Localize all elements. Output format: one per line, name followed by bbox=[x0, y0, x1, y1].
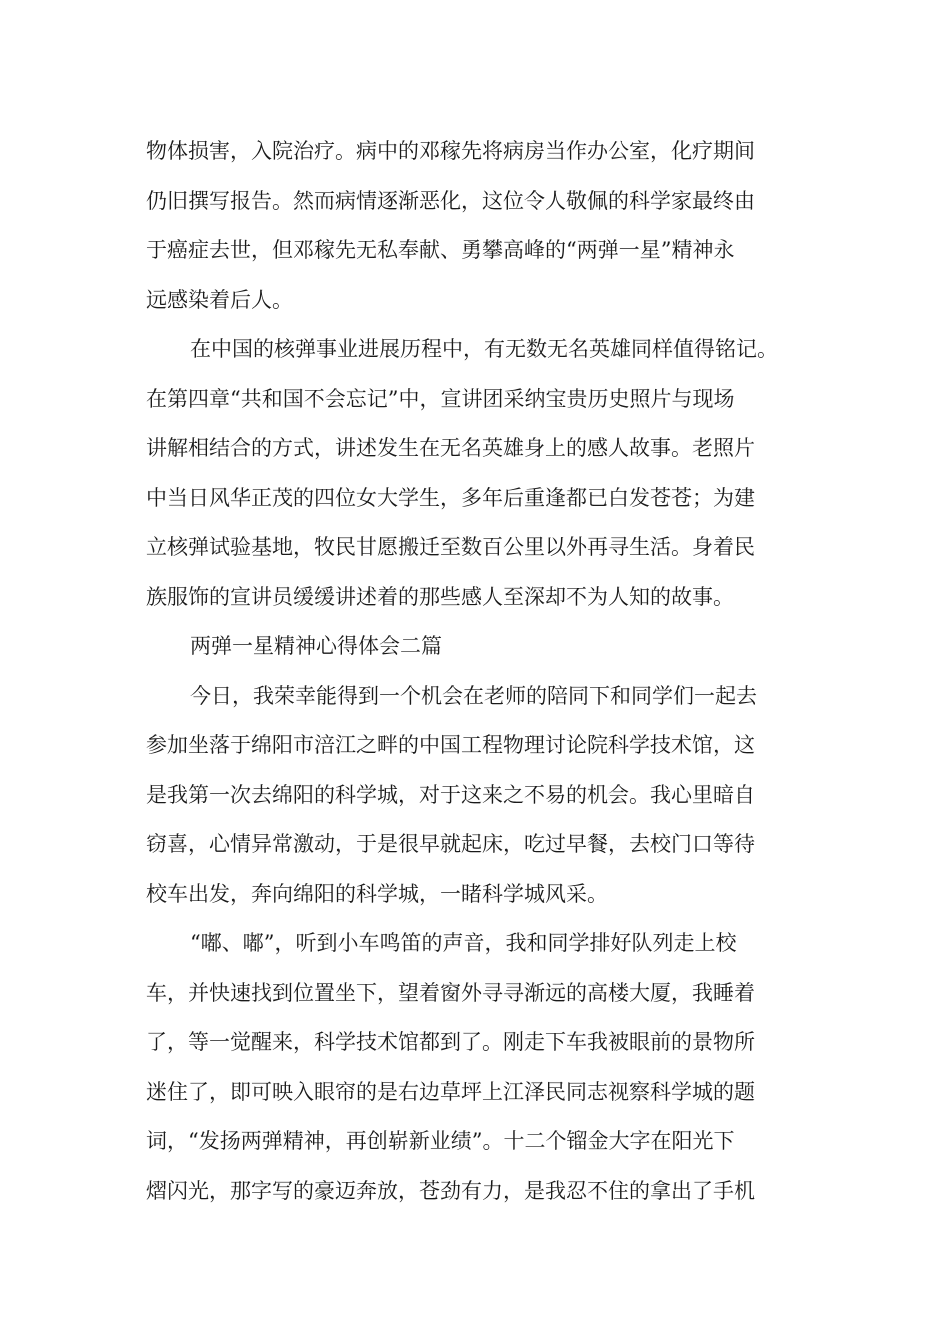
text-line: 了，等一觉醒来，科学技术馆都到了。刚走下车我被眼前的景物所 bbox=[146, 1030, 755, 1054]
text-line: 族服饰的宣讲员缓缓讲述着的那些感人至深却不为人知的故事。 bbox=[146, 584, 734, 609]
text-line: 远感染着后人。 bbox=[146, 287, 293, 312]
text-line: 立核弹试验基地，牧民甘愿搬迁至数百公里以外再寻生活。身着民 bbox=[146, 535, 755, 559]
paragraph-4 bbox=[146, 919, 808, 1216]
text-line: 物体损害，入院治疗。病中的邓稼先将病房当作办公室，化疗期间 bbox=[146, 139, 755, 163]
document-page bbox=[146, 127, 808, 1216]
paragraph-3 bbox=[146, 672, 808, 920]
text-line: 熠闪光，那字写的豪迈奔放，苍劲有力，是我忍不住的拿出了手机 bbox=[146, 1178, 755, 1203]
text-line: 在第四章“共和国不会忘记”中，宣讲团采纳宝贵历史照片与现场 bbox=[146, 386, 735, 411]
text-line: 车，并快速找到位置坐下，望着窗外寻寻渐远的高楼大厦，我睡着 bbox=[146, 980, 755, 1005]
paragraph-1 bbox=[146, 127, 808, 325]
text-line: 是我第一次去绵阳的科学城，对于这来之不易的机会。我心里暗自 bbox=[146, 782, 755, 807]
text-line: 中当日风华正茂的四位女大学生，多年后重逢都已白发苍苍；为建 bbox=[146, 485, 755, 510]
text-line: 在中国的核弹事业进展历程中，有无数无名英雄同样值得铭记。 bbox=[190, 337, 778, 361]
text-line: “嘟、嘟”，听到小车鸣笛的声音，我和同学排好队列走上校 bbox=[190, 931, 737, 955]
text-line: 讲解相结合的方式，讲述发生在无名英雄身上的感人故事。老照片 bbox=[146, 436, 755, 460]
text-line: 窃喜，心情异常激动，于是很早就起床，吃过早餐，去校门口等待 bbox=[146, 832, 755, 856]
text-line: 校车出发，奔向绵阳的科学城，一睹科学城风采。 bbox=[146, 881, 608, 906]
text-line: 于癌症去世，但邓稼先无私奉献、勇攀高峰的“两弹一星”精神永 bbox=[146, 238, 735, 262]
text-line: 仍旧撰写报告。然而病情逐渐恶化，这位令人敬佩的科学家最终由 bbox=[146, 188, 755, 213]
text-line: 参加坐落于绵阳市涪江之畔的中国工程物理讨论院科学技术馆，这 bbox=[146, 733, 755, 757]
heading-text: 两弹一星精神心得体会二篇 bbox=[190, 634, 442, 658]
text-line: 词，“发扬两弹精神，再创崭新业绩”。十二个镏金大字在阳光下 bbox=[146, 1129, 735, 1153]
text-line: 今日，我荣幸能得到一个机会在老师的陪同下和同学们一起去 bbox=[190, 683, 757, 708]
section-heading bbox=[146, 622, 808, 672]
paragraph-2 bbox=[146, 325, 808, 622]
text-line: 迷住了，即可映入眼帘的是右边草坪上江泽民同志视察科学城的题 bbox=[146, 1079, 755, 1104]
